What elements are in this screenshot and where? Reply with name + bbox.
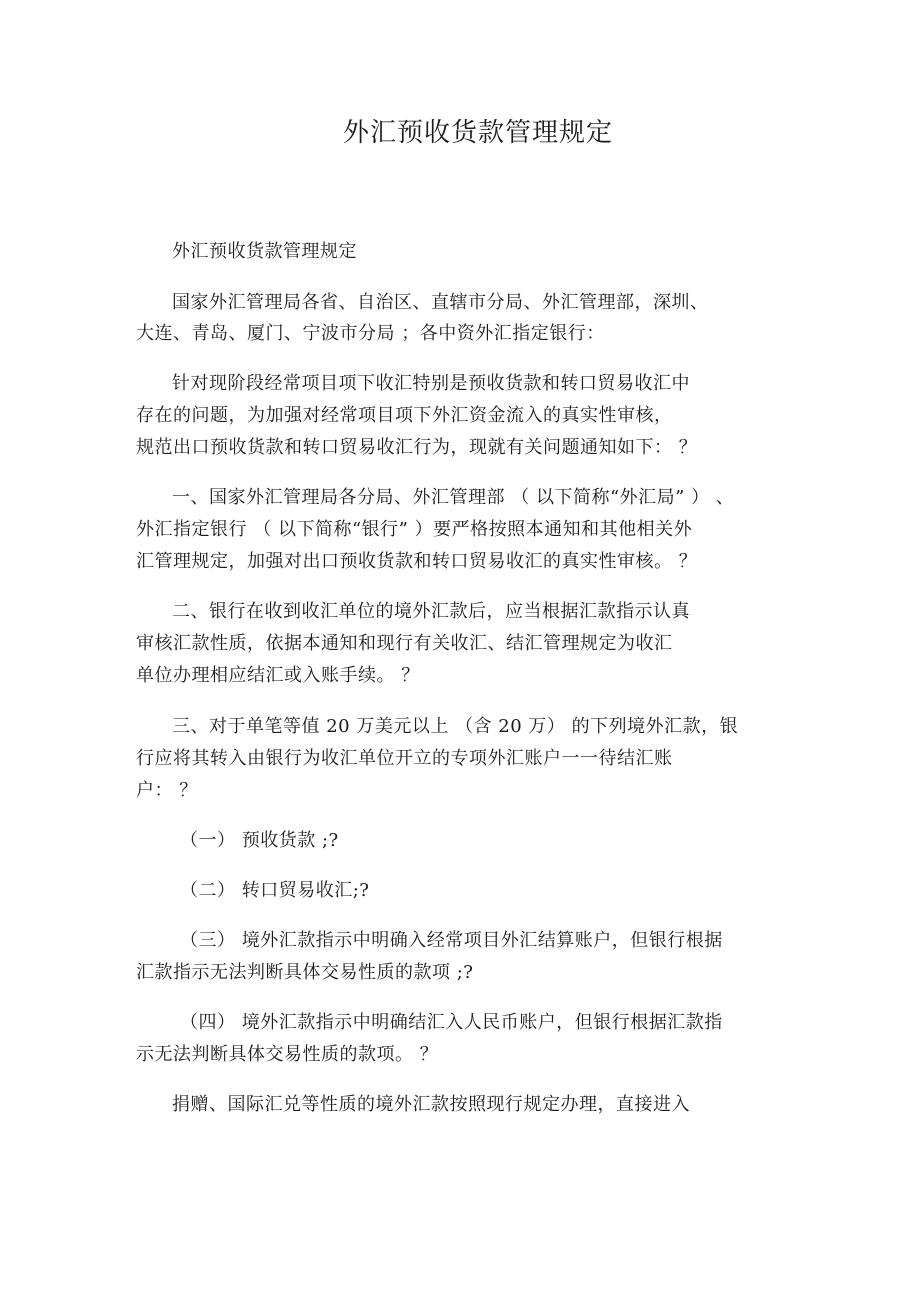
paragraph-line: 存在的问题，为加强对经常项目项下外汇资金流入的真实性审核， [136,405,673,426]
list-item-continuation: 汇款指示无法判断具体交易性质的款项 ;? [136,962,474,983]
paragraph-line: 规范出口预收货款和转口贸易收汇行为，现就有关问题通知如下： ？ [136,437,698,458]
paragraph-line: 国家外汇管理局各省、自治区、直辖市分局、外汇管理部，深圳、 [172,292,709,313]
paragraph-line: 大连、青岛、厦门、宁波市分局 ；各中资外汇指定银行： [136,323,605,344]
list-item: （二） 转口贸易收汇;? [180,880,370,901]
paragraph-line: 二、银行在收到收汇单位的境外汇款后，应当根据汇款指示认真 [172,601,690,622]
paragraph-line: 针对现阶段经常项目项下收汇特别是预收货款和转口贸易收汇中 [172,373,690,394]
list-item: （四） 境外汇款指示中明确结汇入人民币账户，但银行根据汇款指 [180,1012,723,1033]
paragraph-line: 三、对于单笔等值 20 万美元以上 （含 20 万） 的下列境外汇款，银 [172,716,739,737]
paragraph-line: 外汇指定银行 （ 以下简称“银行” ）要严格按照本通知和其他相关外 [136,519,693,540]
list-item: （三） 境外汇款指示中明确入经常项目外汇结算账户，但银行根据 [180,930,723,951]
paragraph-line: 户： ？ [136,780,198,801]
subtitle-line: 外汇预收货款管理规定 [172,241,357,262]
paragraph-line: 审核汇款性质，依据本通知和现行有关收汇、结汇管理规定为收汇 [136,633,673,654]
paragraph-line: 行应将其转入由银行为收汇单位开立的专项外汇账户一一待结汇账 [136,748,673,769]
paragraph-line: 单位办理相应结汇或入账手续。 ？ [136,665,420,686]
paragraph-line: 捐赠、国际汇兑等性质的境外汇款按照现行规定办理，直接进入 [172,1094,690,1115]
paragraph-line: 汇管理规定，加强对出口预收货款和转口贸易收汇的真实性审核。 ？ [136,551,698,572]
list-item: （一） 预收货款 ;? [180,830,339,851]
page-title: 外汇预收货款管理规定 [342,118,613,148]
list-item-continuation: 示无法判断具体交易性质的款项。 ？ [136,1044,439,1065]
paragraph-line: 一、国家外汇管理局各分局、外汇管理部 （ 以下简称“外汇局” ） 、 [172,487,735,508]
